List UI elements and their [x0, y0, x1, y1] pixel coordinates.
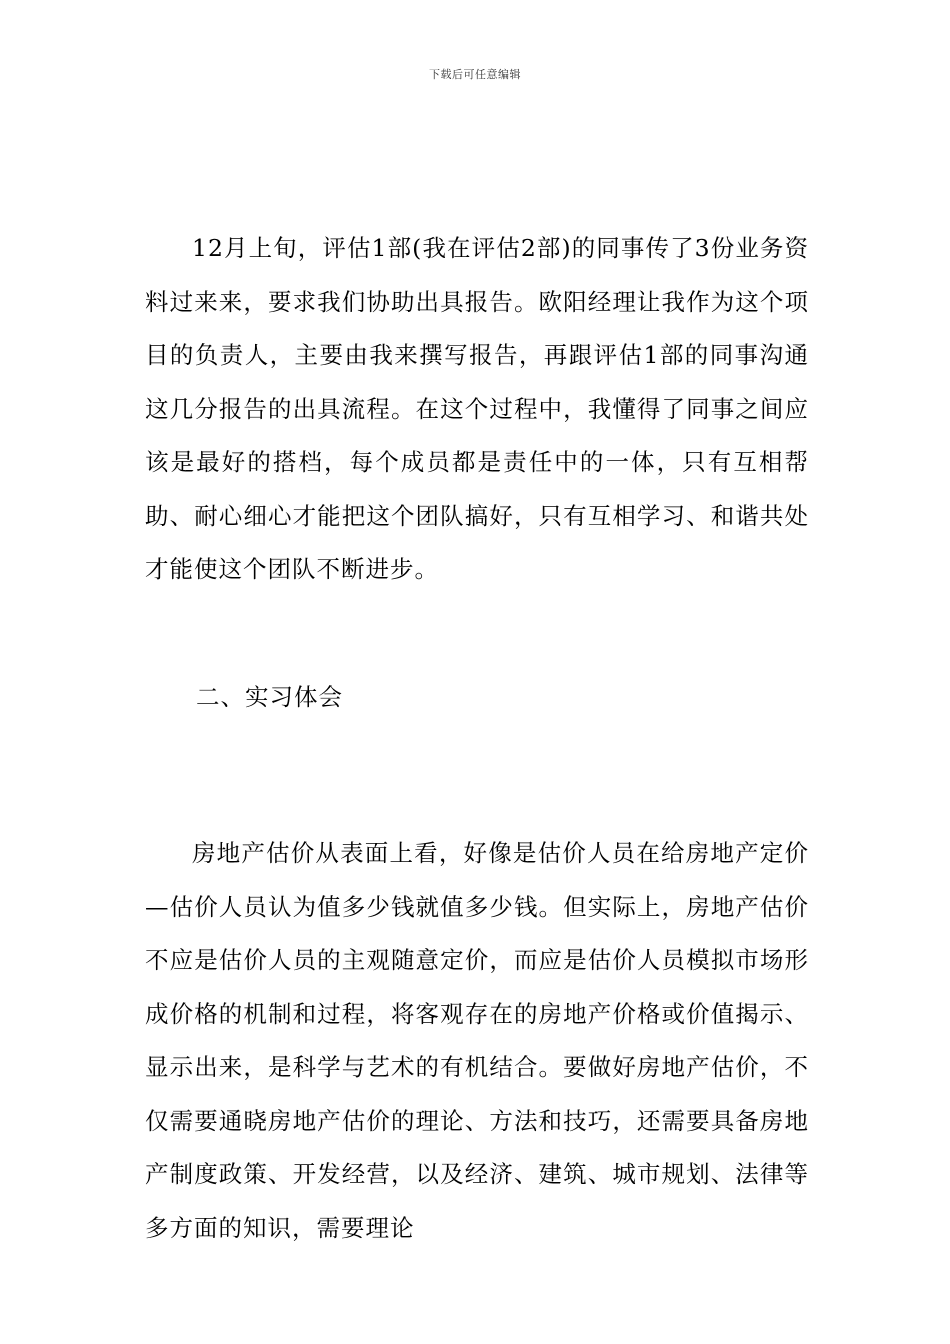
body-paragraph-1: 12月上旬，评估1部(我在评估2部)的同事传了3份业务资料过来来，要求我们协助出具报告。欧阳经理让我作为这个项目的负责人，主要由我来撰写报告，再跟评估1部的同事沟通这几分报告的出具流程。在这个过程中，我懂得了同事之间应该是最好的搭档，每个成员都是责任中的一体，只有互相帮助、耐心细心才能把这个团队搞好，只有互相学习、和谐共处才能使这个团队不断进步。	[145, 234, 809, 583]
body-paragraph-2: 房地产估价从表面上看，好像是估价人员在给房地产定价—估价人员认为值多少钱就值多少钱。但实际上，房地产估价不应是估价人员的主观随意定价，而应是估价人员模拟市场形成价格的机制和过程，将客观存在的房地产价格或价值揭示、显示出来，是科学与艺术的有机结合。要做好房地产估价，不仅需要通晓房地产估价的理论、方法和技巧，还需要具备房地产制度政策、开发经营，以及经济、建筑、城市规划、法律等多方面的知识，需要理论	[145, 839, 809, 1242]
section-heading: 二、实习体会	[196, 683, 343, 711]
header-note: 下载后可任意编辑	[429, 68, 521, 81]
